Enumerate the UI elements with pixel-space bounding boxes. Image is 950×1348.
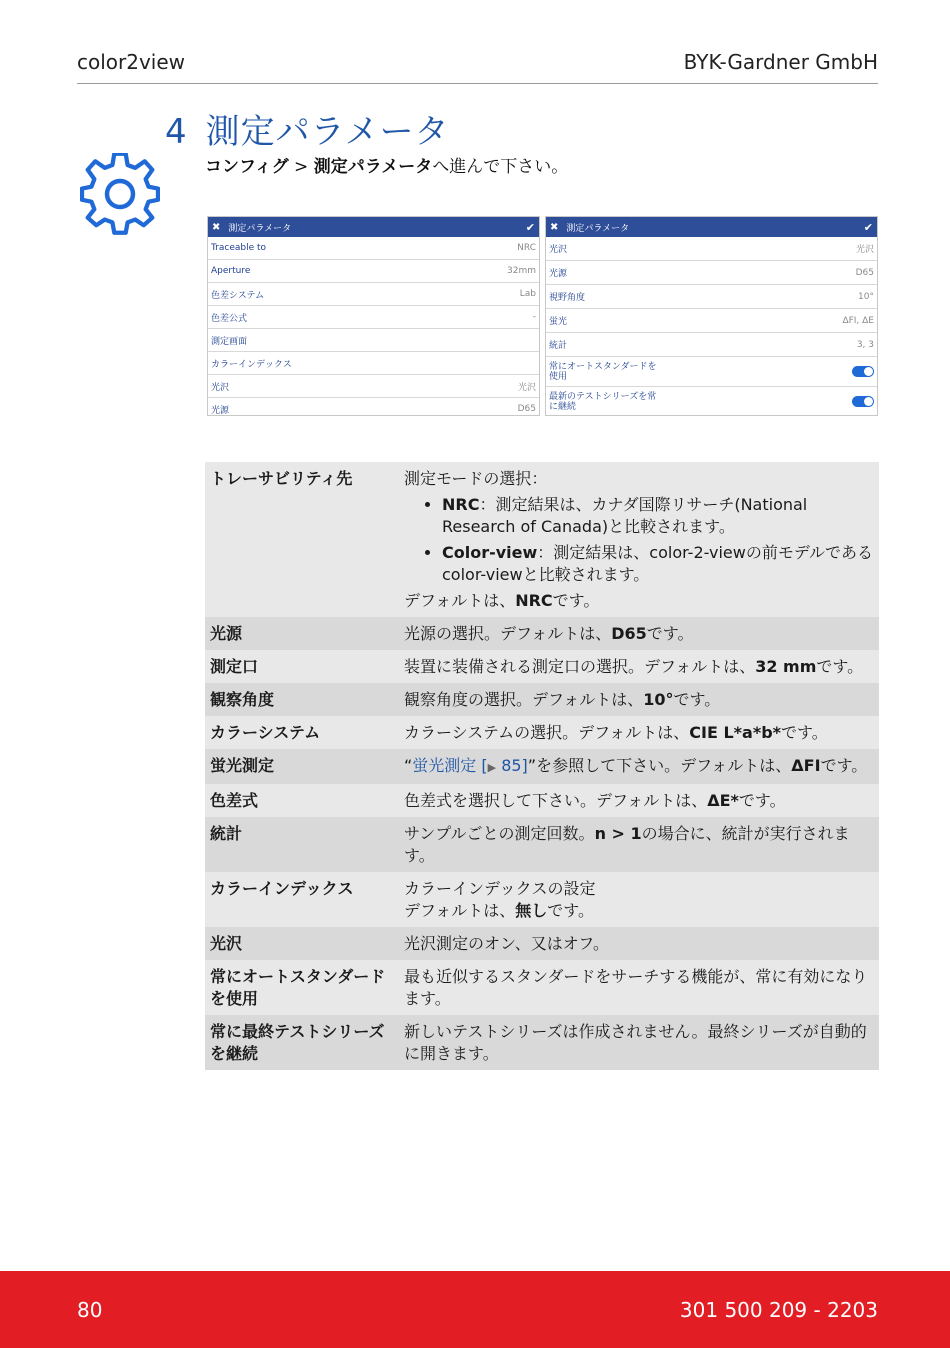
desc-text: です。 [816,657,864,676]
param-description [399,650,879,683]
setting-value: D65 [517,404,536,414]
table-row [205,817,879,872]
setting-label: 常にオートスタンダードを使用 [549,361,657,382]
param-description [399,749,879,784]
nav-suffix: へ進んで下さい。 [432,157,569,177]
param-name: 常にオートスタンダードを使用 [210,967,386,1008]
setting-row[interactable] [546,285,877,309]
setting-label: 光沢 [549,245,568,255]
quote-close: ” [527,756,537,775]
continue-series-toggle[interactable] [852,396,874,407]
setting-value: 光沢 [855,245,874,255]
table-row [205,716,879,749]
parameter-table [205,462,879,1070]
param-description [399,872,879,927]
default-value: n > 1 [594,824,642,843]
setting-row[interactable] [208,237,539,260]
setting-row[interactable] [546,357,877,387]
setting-row[interactable] [208,375,539,398]
table-row [205,784,879,817]
header-left: color2view [77,50,186,74]
default-pre: デフォルトは、 [404,591,516,610]
setting-value: D65 [855,267,874,278]
option-name: NRC [442,495,480,514]
table-row [205,927,879,960]
default-value: 32 mm [755,657,817,676]
close-icon[interactable]: ✖ [212,221,221,233]
nav-config: コンフィグ [205,157,289,177]
chapter-number: 4 [165,112,188,152]
screen-title: 測定パラメータ [228,223,292,234]
auto-standard-toggle[interactable] [852,366,874,377]
setting-row[interactable] [208,306,539,329]
param-description [399,716,879,749]
setting-row[interactable] [546,237,877,261]
setting-label: Aperture [211,266,251,276]
device-screenshot-right [545,216,878,416]
param-intro: 測定モードの選択： [404,469,548,488]
default-value: ΔE* [707,791,739,810]
table-row [205,462,879,617]
setting-value: 10° [858,291,874,302]
desc-text: 装置に装備される測定口の選択。デフォルトは、 [404,657,756,676]
desc-text: です。 [738,791,786,810]
setting-label: Traceable to [211,243,267,253]
desc-text: です。 [547,901,594,920]
desc-text: です。 [646,624,694,643]
setting-label: 測定画面 [211,336,248,347]
param-name: 蛍光測定 [210,756,275,775]
screen-titlebar [208,217,539,237]
navigation-instruction [205,152,568,177]
setting-label: 色差公式 [211,313,248,324]
param-description [399,617,879,650]
param-description: 最も近似するスタンダードをサーチする機能が、常に有効になります。 [404,967,868,1008]
setting-row[interactable] [208,260,539,283]
list-item [442,542,874,586]
setting-value: 3, 3 [856,339,874,350]
screen-titlebar [546,217,877,237]
link-text: 蛍光測定 [ [412,756,488,775]
page-title [165,104,450,153]
setting-value: 光沢 [517,382,536,393]
cross-reference-link[interactable] [412,756,528,775]
param-name: 統計 [210,824,243,843]
setting-label: 統計 [549,341,568,351]
check-icon[interactable]: ✔ [863,220,873,234]
table-row [205,749,879,784]
gear-icon [80,153,160,235]
table-row [205,650,879,683]
desc-text: デフォルトは、 [404,901,516,920]
default-value: ΔFI [791,756,821,775]
quote-open: “ [404,756,413,775]
option-name: Color-view [442,543,538,562]
param-description [399,683,879,716]
option-text: ：測定結果は、カナダ国際リサーチ(National Research of Canada)と比較されます。 [442,495,808,536]
table-row [205,683,879,716]
param-name: トレーサビリティ先 [210,469,353,488]
nav-separator: > [288,157,314,177]
desc-text: 光源の選択。デフォルトは、 [404,624,612,643]
desc-text: 色差式を選択して下さい。デフォルトは、 [404,791,708,810]
setting-value: - [532,312,536,322]
setting-label: カラーインデックス [211,359,292,370]
desc-text: 観察角度の選択。デフォルトは、 [404,690,644,709]
list-item [442,494,874,538]
screen-title: 測定パラメータ [566,223,630,234]
setting-value: Lab [519,289,536,299]
param-default [404,590,874,612]
param-name: カラーインデックス [210,879,354,898]
default-value: 10° [643,690,674,709]
header-right: BYK-Gardner GmbH [683,50,878,74]
desc-text: カラーシステムの選択。デフォルトは、 [404,723,690,742]
desc-text: です。 [820,756,868,775]
setting-label: 視野角度 [549,293,586,303]
default-value: CIE L*a*b* [689,723,782,742]
check-icon[interactable]: ✔ [525,220,535,234]
document-number: 301 500 209 - 2203 [679,1298,878,1322]
table-row [205,617,879,650]
setting-label: 最新のテストシリーズを常に継続 [549,391,657,412]
setting-value: 32mm [507,266,536,276]
default-value: NRC [515,591,553,610]
table-row [205,960,879,1015]
page-number: 80 [77,1298,103,1322]
setting-label: 光源 [211,405,230,416]
nav-measure-params: 測定パラメータ [313,157,433,177]
default-post: です。 [552,591,600,610]
param-name: 光沢 [210,934,243,953]
param-name: 光源 [210,624,243,643]
desc-text: です。 [781,723,828,742]
setting-row[interactable] [208,283,539,306]
table-row [205,872,879,927]
setting-value: NRC [517,243,536,253]
param-name: 色差式 [210,791,259,810]
desc-text: サンプルごとの測定回数。 [404,824,595,843]
page-footer [0,1271,950,1348]
option-list [404,494,874,586]
param-description: 光沢測定のオン、又はオフ。 [404,934,609,953]
setting-label: 蛍光 [549,317,568,327]
close-icon[interactable]: ✖ [550,221,559,233]
setting-row[interactable] [546,387,877,416]
setting-row[interactable] [546,333,877,357]
param-description [399,462,879,617]
default-value: 無し [515,901,548,920]
param-name: カラーシステム [210,723,321,742]
setting-row[interactable] [546,309,877,333]
desc-text: カラーインデックスの設定 [404,879,596,898]
default-value: D65 [611,624,647,643]
table-row [205,1015,879,1070]
chapter-title: 測定パラメータ [205,112,450,152]
param-name: 測定口 [210,657,259,676]
setting-row[interactable] [208,352,539,375]
option-text: ：測定結果は、color-2-viewの前モデルであるcolor-viewと比較されます。 [442,543,874,584]
device-screenshot-left [207,216,540,416]
param-description: 新しいテストシリーズは作成されません。最終シリーズが自動的に開きます。 [404,1022,867,1063]
setting-row[interactable] [546,261,877,285]
param-description [399,784,879,817]
desc-text: の場合に、統計が実行されます。 [404,824,850,865]
desc-text: を参照して下さい。デフォルトは、 [536,756,792,775]
param-name: 観察角度 [210,690,275,709]
setting-label: 光沢 [211,382,230,393]
setting-row[interactable] [208,329,539,352]
link-page: 85] [496,756,528,775]
play-arrow-icon: ▶ [487,761,497,774]
param-name: 常に最終テストシリーズを継続 [210,1022,385,1063]
setting-row[interactable] [208,398,539,416]
header-divider [77,83,878,84]
param-description [399,817,879,872]
desc-text: です。 [673,690,721,709]
setting-label: 光源 [549,269,568,279]
setting-value: ΔFI, ΔE [842,315,874,326]
setting-label: 色差システム [211,290,265,301]
